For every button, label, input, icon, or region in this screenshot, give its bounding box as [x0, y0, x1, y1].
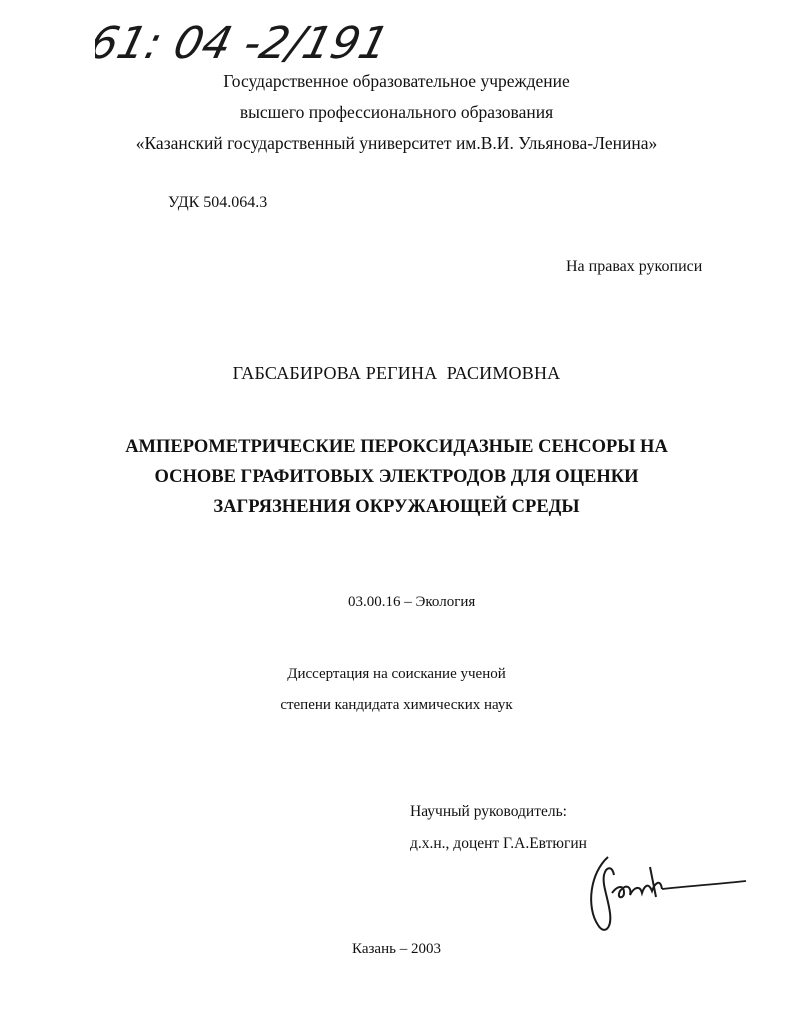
institution-line-2: высшего профессионального образования	[239, 102, 554, 122]
handwritten-code-drawing	[95, 8, 395, 70]
signature-drawing	[568, 845, 748, 940]
specialty-code: 03.00.16 – Экология	[348, 594, 476, 610]
supervisor-name: д.х.н., доцент Г.А.Евтюгин	[410, 835, 587, 852]
handwritten-archive-code	[95, 8, 395, 70]
title-line-1: АМПЕРОМЕТРИЧЕСКИЕ ПЕРОКСИДАЗНЫЕ СЕНСОРЫ НА	[125, 437, 668, 457]
udk-code: УДК 504.064.3	[168, 194, 268, 211]
title-line-2: ОСНОВЕ ГРАФИТОВЫХ ЭЛЕКТРОДОВ ДЛЯ ОЦЕНКИ	[154, 467, 639, 487]
title-line-3: ЗАГРЯЗНЕНИЯ ОКРУЖАЮЩЕЙ СРЕДЫ	[213, 497, 580, 517]
city-year: Казань – 2003	[352, 941, 441, 957]
dissertation-line-1: Диссертация на соискание ученой	[287, 666, 506, 682]
signature	[568, 845, 748, 940]
institution-line-3: «Казанский государственный университет им.В.И. Ульянова-Ленина»	[135, 133, 658, 153]
dissertation-line-2: степени кандидата химических наук	[280, 697, 513, 713]
manuscript-rights: На правах рукописи	[566, 258, 703, 275]
handwritten-code-text: 61: 04 -2/191	[95, 17, 394, 69]
author-name: ГАБСАБИРОВА РЕГИНА РАСИМОВНА	[232, 363, 561, 383]
supervisor-label: Научный руководитель:	[410, 803, 567, 820]
institution-line-1: Государственное образовательное учреждение	[223, 71, 570, 91]
